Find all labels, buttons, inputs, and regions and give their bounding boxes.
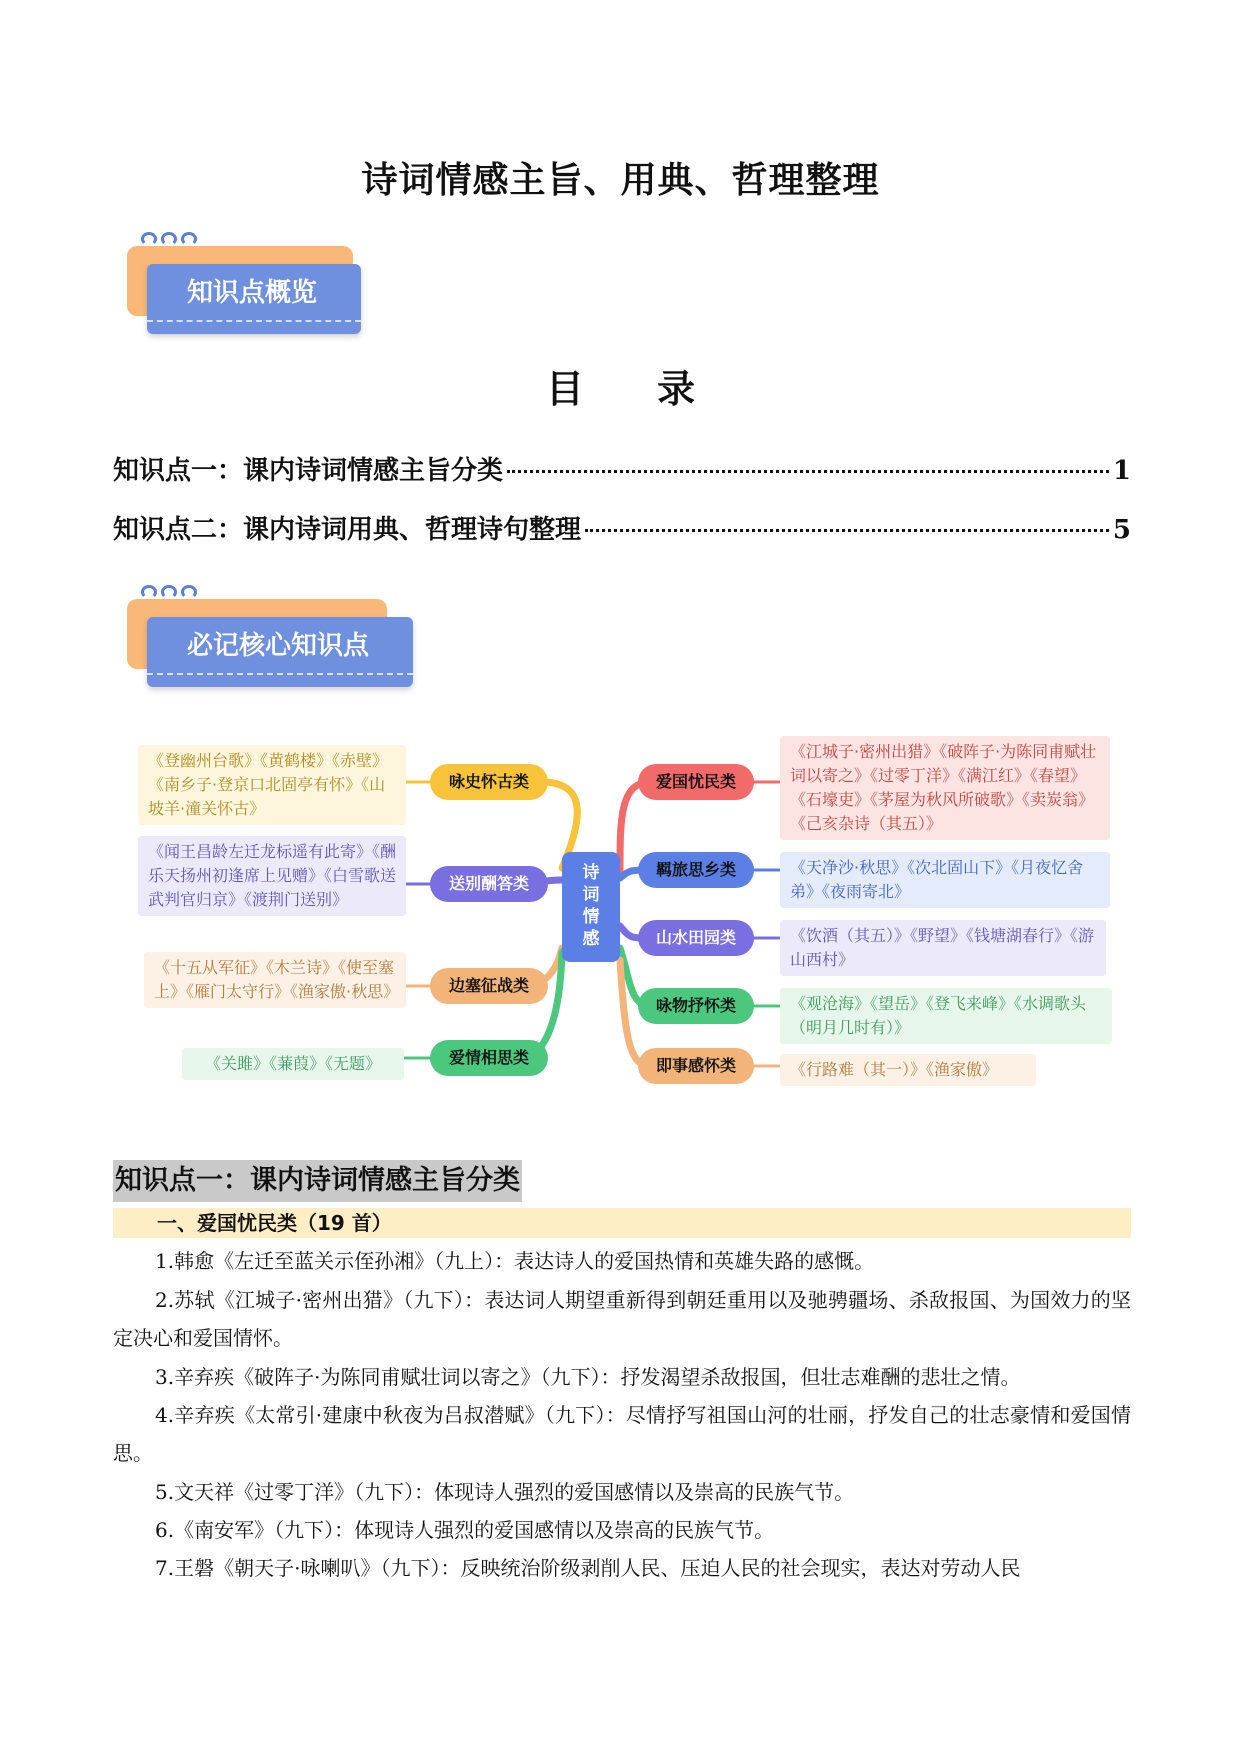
mindmap-center-char: 感 xyxy=(582,929,600,949)
list-item: 6.《南安军》（九下）：体现诗人强烈的爱国感情以及崇高的民族气节。 xyxy=(155,1518,775,1542)
mindmap-node-history: 咏史怀古类 xyxy=(430,764,548,800)
mindmap-node-frontier: 边塞征战类 xyxy=(430,968,548,1004)
mindmap-center-char: 诗 xyxy=(582,863,600,883)
toc-entry-label: 知识点二：课内诗词用典、哲理诗句整理 xyxy=(113,515,582,545)
mindmap-works-love: 《关雎》《蒹葭》《无题》 xyxy=(182,1048,404,1080)
mindmap-works-frontier: 《十五从军征》《木兰诗》《使至塞上》《雁门太守行》《渔家傲·秋思》 xyxy=(144,952,406,1008)
mindmap-works-events: 《行路难（其一）》《渔家傲》 xyxy=(780,1054,1036,1086)
page-title: 诗词情感主旨、用典、哲理整理 xyxy=(361,160,880,201)
badge-label: 知识点概览 xyxy=(147,264,361,334)
list-item: 3.辛弃疾《破阵子·为陈同甫赋壮词以寄之》（九下）：抒发渴望杀敌报国，但壮志难酬的悲壮之情。 xyxy=(155,1365,1021,1389)
mindmap-node-events: 即事感怀类 xyxy=(638,1048,754,1084)
toc-entry[interactable] xyxy=(113,509,1131,549)
mindmap-node-love: 爱情相思类 xyxy=(430,1040,548,1076)
list-item: 1.韩愈《左迁至蓝关示侄孙湘》（九上）：表达诗人的爱国热情和英雄失路的感慨。 xyxy=(155,1249,875,1273)
list-item: 2.苏轼《江城子·密州出猎》（九下）：表达词人期望重新得到朝廷重用以及驰骋疆场、杀敌报国、为国效力的坚定决心和爱国情怀。 xyxy=(113,1288,1131,1350)
mindmap-works-farewell: 《闻王昌龄左迁龙标遥有此寄》《酬乐天扬州初逢席上见赠》《白雪歌送武判官归京》《渡荆门送别》 xyxy=(138,836,406,916)
toc-entry-page: 5 xyxy=(1112,515,1131,545)
list-item: 5.文天祥《过零丁洋》（九下）：体现诗人强烈的爱国感情以及崇高的民族气节。 xyxy=(155,1480,855,1504)
toc-entry[interactable] xyxy=(113,450,1131,490)
toc-leader xyxy=(585,529,1109,532)
section-heading: 知识点一：课内诗词情感主旨分类 xyxy=(113,1160,522,1202)
mindmap-node-patriotic: 爱国忧民类 xyxy=(638,764,754,800)
subsection-heading: 一、爱国忧民类（19 首） xyxy=(113,1208,1131,1238)
mindmap-works-history: 《登幽州台歌》《黄鹤楼》《赤壁》《南乡子·登京口北固亭有怀》《山坡羊·潼关怀古》 xyxy=(138,745,406,825)
toc-entry-label: 知识点一：课内诗词情感主旨分类 xyxy=(113,456,504,486)
mindmap-node-pastoral: 山水田园类 xyxy=(638,920,754,956)
mindmap-works-pastoral: 《饮酒（其五）》《野望》《钱塘湖春行》《游山西村》 xyxy=(780,920,1106,976)
section-badge-core xyxy=(127,585,447,685)
mindmap-node-homesick: 羁旅思乡类 xyxy=(638,852,754,888)
mindmap-works-homesick: 《天净沙·秋思》《次北固山下》《月夜忆舍弟》《夜雨寄北》 xyxy=(780,852,1110,908)
mindmap-center-char: 情 xyxy=(582,907,600,927)
mindmap-node-farewell: 送别酬答类 xyxy=(430,866,548,902)
mindmap-works-objects: 《观沧海》《望岳》《登飞来峰》《水调歌头（明月几时有）》 xyxy=(780,988,1112,1044)
list-item: 4.辛弃疾《太常引·建康中秋夜为吕叔潜赋》（九下）：尽情抒写祖国山河的壮丽，抒发自己的壮志豪情和爱国情思。 xyxy=(113,1403,1131,1465)
badge-label: 必记核心知识点 xyxy=(147,617,413,687)
toc-entry-page: 1 xyxy=(1112,456,1131,486)
mindmap-center-char: 词 xyxy=(582,885,600,905)
toc-heading: 目 录 xyxy=(545,367,696,411)
toc-leader xyxy=(507,470,1109,473)
list-item: 7.王磐《朝天子·咏喇叭》（九下）：反映统治阶级剥削人民、压迫人民的社会现实，表达对劳动人民 xyxy=(155,1556,1021,1580)
mindmap-node-objects: 咏物抒怀类 xyxy=(638,988,754,1024)
section-badge-overview xyxy=(127,232,387,332)
mindmap-works-patriotic: 《江城子·密州出猎》《破阵子·为陈同甫赋壮词以寄之》《过零丁洋》《满江红》《春望》《石壕吏》《茅屋为秋风所破歌》《卖炭翁》《己亥杂诗（其五）》 xyxy=(780,736,1110,840)
mindmap-center xyxy=(562,852,620,962)
